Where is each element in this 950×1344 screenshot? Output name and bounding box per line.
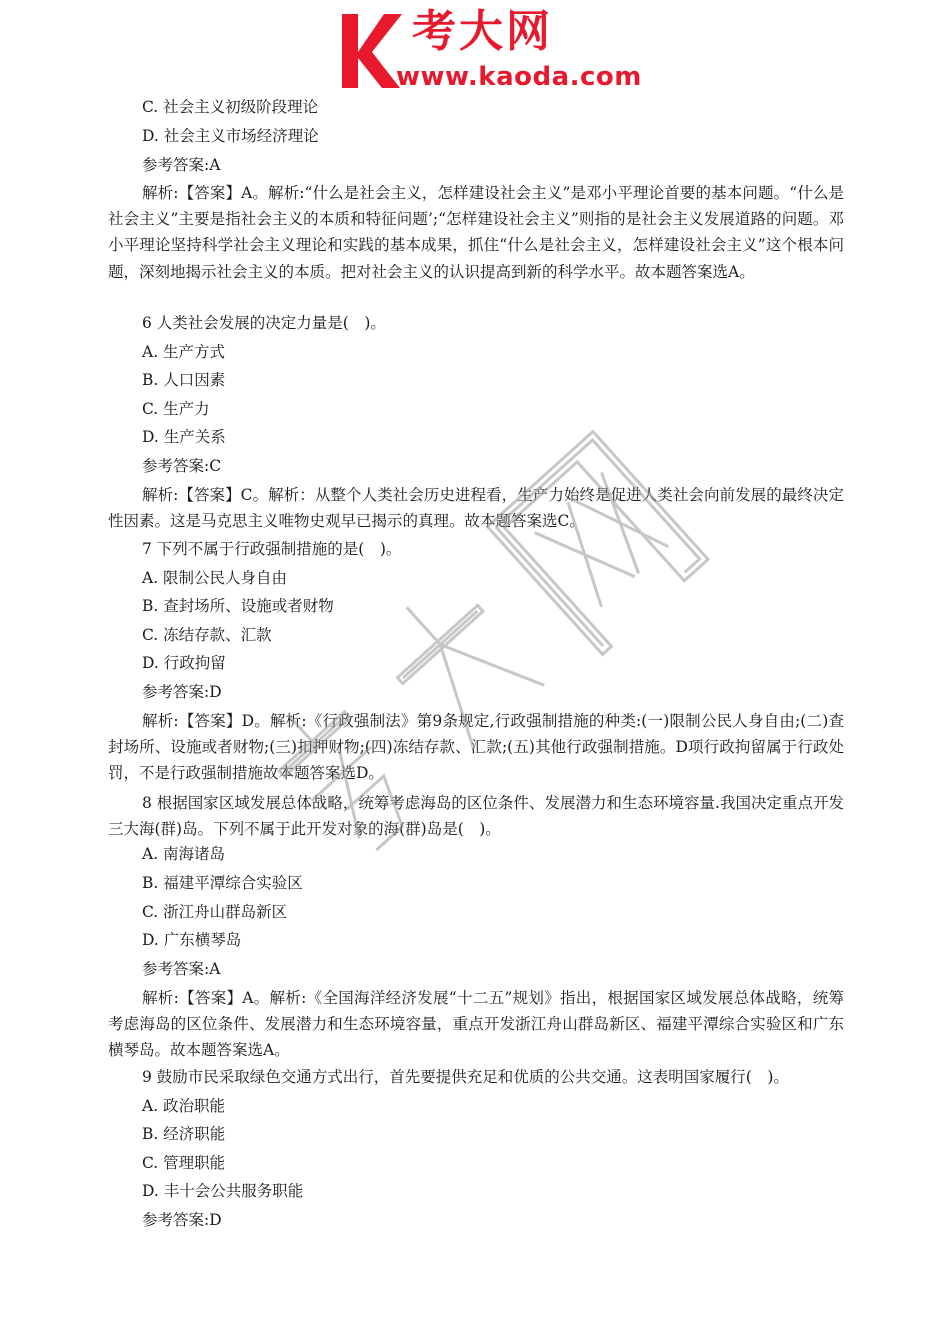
q9-option-c: C. 管理职能 — [142, 1154, 226, 1172]
q8-option-d: D. 广东横琴岛 — [142, 931, 242, 949]
q5-option-d: D. 社会主义市场经济理论 — [142, 127, 319, 145]
q5-option-c: C. 社会主义初级阶段理论 — [142, 98, 319, 116]
q7-answer: 参考答案:D — [142, 683, 222, 701]
q7-analysis: 解析:【答案】D。解析:《行政强制法》第9条规定,行政强制措施的种类:(一)限制公民人身自由;(二)查封场所、设施或者财物;(三)扣押财物;(四)冻结存款、汇款;(五)其他行政强制措施。D项行政拘留属于行政处罚，不是行政强制措施故本题答案选D。 — [108, 712, 844, 783]
q6-option-a: A. 生产方式 — [142, 343, 226, 361]
kaoda-logo[interactable] — [338, 6, 668, 90]
k-logo-icon — [338, 12, 404, 90]
q8-option-b: B. 福建平潭综合实验区 — [142, 874, 303, 892]
brand-title: 考大网 — [412, 6, 553, 57]
q7-option-b: B. 查封场所、设施或者财物 — [142, 597, 334, 615]
q9-option-a: A. 政治职能 — [142, 1097, 226, 1115]
brand-url[interactable]: www.kaoda.com — [396, 62, 642, 92]
q6-option-b: B. 人口因素 — [142, 371, 226, 389]
q6-stem: 6 人类社会发展的决定力量是( )。 — [142, 314, 386, 332]
q7-option-a: A. 限制公民人身自由 — [142, 569, 288, 587]
q5-analysis: 解析:【答案】A。解析:“什么是社会主义，怎样建设社会主义”是邓小平理论首要的基本问题。“什么是社会主义”主要是指社会主义的本质和特征问题’;“怎样建设社会主义”则指的是社会主义发展道路的问题。邓小平理论坚持科学社会主义理论和实践的基本成果，抓住“什么是社会主义，怎样建设社会主义”这个根本问题，深刻地揭示社会主义的本质。把对社会主义的认识提高到新的科学水平。故本题答案选A。 — [108, 184, 844, 281]
q6-analysis: 解析:【答案】C。解析：从整个人类社会历史进程看，生产力始终是促进人类社会向前发展的最终决定性因素。这是马克思主义唯物史观早已揭示的真理。故本题答案选C。 — [108, 486, 844, 531]
q8-option-c: C. 浙江舟山群岛新区 — [142, 903, 288, 921]
q8-answer: 参考答案:A — [142, 960, 221, 978]
q7-option-d: D. 行政拘留 — [142, 654, 226, 672]
q9-option-b: B. 经济职能 — [142, 1125, 226, 1143]
q8-option-a: A. 南海诸岛 — [142, 845, 226, 863]
q6-answer: 参考答案:C — [142, 457, 222, 475]
q9-stem: 9 鼓励市民采取绿色交通方式出行，首先要提供充足和优质的公共交通。这表明国家履行( )。 — [142, 1068, 789, 1086]
q8-analysis: 解析:【答案】A。解析:《全国海洋经济发展“十二五”规划》指出，根据国家区域发展总体战略，统筹考虑海岛的区位条件、发展潜力和生态环境容量，重点开发浙江舟山群岛新区、福建平潭综合实验区和广东横琴岛。故本题答案选A。 — [108, 989, 844, 1060]
q9-option-d: D. 丰十会公共服务职能 — [142, 1182, 304, 1200]
q8-stem: 8 根据国家区域发展总体战略，统筹考虑海岛的区位条件、发展潜力和生态环境容量.我国决定重点开发三大海(群)岛。下列不属于此开发对象的海(群)岛是( )。 — [108, 794, 844, 839]
q9-answer: 参考答案:D — [142, 1211, 222, 1229]
q5-answer: 参考答案:A — [142, 156, 221, 174]
q6-option-d: D. 生产关系 — [142, 428, 226, 446]
q7-stem: 7 下列不属于行政强制措施的是( )。 — [142, 540, 402, 558]
q6-option-c: C. 生产力 — [142, 400, 210, 418]
q7-option-c: C. 冻结存款、汇款 — [142, 626, 272, 644]
